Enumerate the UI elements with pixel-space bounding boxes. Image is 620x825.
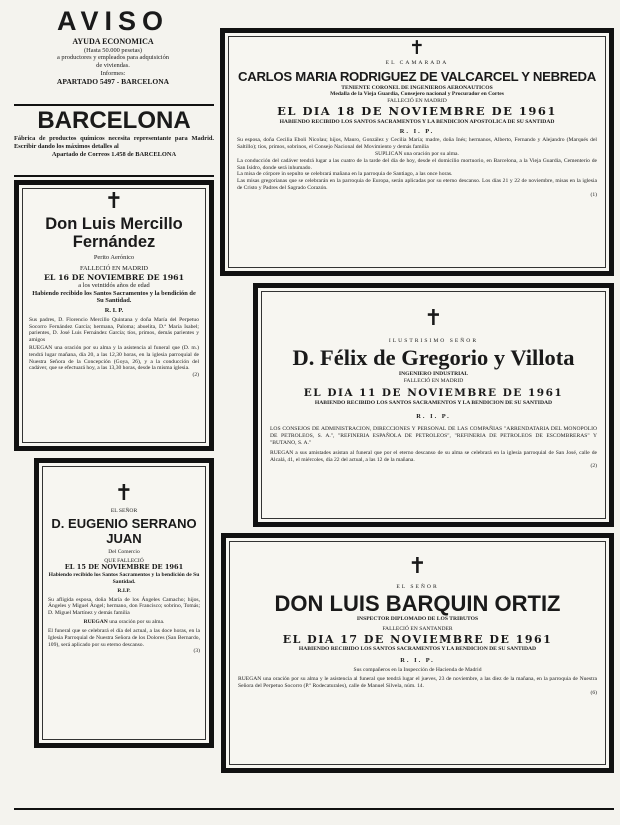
aviso-line6: APARTADO 5497 - BARCELONA	[56, 77, 170, 87]
barquin-request: RUEGAN una oración por su alma y le asistencia al funeral que tendrá lugar el jueves, 23 de noviembre, a las diez de la mañana, en la parroquia de Nuestra Señora del Perpetuo Socorro (P.º Rodecaturales), calle de Manuel Silvela, núm. 14.	[238, 676, 597, 690]
barcelona-body: Fábrica de productos químicos necesita representante para Madrid. Escribir dando los máximos detalles al	[14, 135, 214, 150]
gregorio-died: FALLECIÓ EN MADRID	[403, 377, 464, 384]
serrano-sacraments: Habiendo recibido los Santos Sacramentos y la bendición de Su Santidad.	[48, 572, 200, 586]
valcarcel-conduct: La conducción del cadáver tendrá lugar a las cuatro de la tarde del día de hoy, desde el domicilio mortuorio, en Barcelona, a la Vieja Guardia, Cementerio de San Isidro, donde será inhumado.	[237, 157, 597, 171]
mercillo-age: a los veintidós años de edad	[78, 282, 150, 289]
barquin-sacraments: HABIENDO RECIBIDO LOS SANTOS SACRAMENTOS Y LA BENDICION DE SU SANTIDAD	[298, 645, 537, 652]
valcarcel-honors: Medalla de la Vieja Guardia, Consejero nacional y Procurador en Cortes	[330, 91, 504, 98]
valcarcel-died: FALLECIÓ EN MADRID	[387, 98, 447, 105]
aviso-divider	[14, 104, 214, 106]
gregorio-obituary	[253, 283, 614, 527]
serrano-profession: Del Comercio	[108, 548, 140, 555]
valcarcel-sacraments: HABIENDO RECIBIDO LOS SANTOS SACRAMENTOS Y LA BENDICION APOSTOLICA DE SU SANTIDAD	[279, 118, 555, 125]
valcarcel-rip: R. I. P.	[399, 127, 435, 135]
mercillo-date: EL 16 DE NOVIEMBRE DE 1961	[43, 272, 185, 282]
gregorio-companies: LOS CONSEJOS DE ADMINISTRACION, DIRECCIONES Y PERSONAL DE LAS COMPAÑIAS "ARRENDATARIA DEL MONOPOLIO DE PETROLEOS, S. A.", "REFINERIA ESPAÑOLA DE PETROLEOS", "REFINERIA DE PETROLEOS DE ESCOMBRERAS" Y "BUTANO, S. A."	[270, 426, 597, 447]
serrano-request-text: una oración por su alma.	[109, 619, 165, 626]
cross-icon: ✝	[104, 189, 124, 214]
mercillo-ref: (2)	[192, 372, 199, 379]
serrano-family: Su afligida esposa, doña María de los Ángeles Camacho; hijos, Ángeles y Miguel Ángel; hermano, don Francisco; sobrino, Tomás; D. Miguel Martínez y demás familia	[48, 596, 200, 617]
gregorio-ref: (2)	[590, 463, 597, 470]
gregorio-title: ILUSTRISIMO SEÑOR	[388, 338, 479, 344]
gregorio-request: RUEGAN a sus amistades asistan al funeral que por el eterno descanso de su alma se celebrará en la iglesia parroquial de San José, calle de Alcalá, 41, el miércoles, día 22 del actual, a las 12 de la mañana.	[270, 449, 597, 463]
barquin-profession: INSPECTOR DIPLOMADO DE LOS TRIBUTOS	[356, 616, 479, 623]
aviso-notice	[14, 8, 212, 86]
valcarcel-family: Su esposa, doña Cecilia Eboli Nicolau; hijos, Mauro, González y Cecilia María; madre, doña Inés; hermanos, Alberto, Fernando y Alejandro (Marqués del Saltillo); tíos, primos, sobrinos, el Consejo Nacional del Movimiento y demás familia	[237, 137, 597, 151]
valcarcel-extra: Las misas gregorianas que se celebrarán en la parroquia de Europa, serán aplicadas por su eterno descanso. Los días 21 y 22 de noviembre, misas en la iglesia de Cristo y Padres del Sagrado Corazón.	[237, 178, 597, 192]
serrano-name-line1: D. EUGENIO SERRANO	[51, 515, 197, 531]
valcarcel-title: EL CAMARADA	[385, 60, 449, 66]
gregorio-date: EL DIA 11 DE NOVIEMBRE DE 1961	[303, 387, 564, 400]
valcarcel-ref: (1)	[590, 191, 597, 198]
serrano-request-label: RUEGAN	[83, 619, 108, 626]
barquin-died: FALLECIÓ EN SANTANDER	[382, 625, 453, 632]
serrano-ref: (3)	[193, 648, 200, 655]
gregorio-rip: R. I. P.	[416, 412, 451, 420]
barquin-date: EL DIA 17 DE NOVIEMBRE DE 1961	[282, 632, 553, 646]
barcelona-footer: Apartado de Correos 1.458 de BARCELONA	[51, 150, 177, 158]
aviso-line2: (Hasta 50.000 pesetas)	[83, 46, 143, 54]
valcarcel-mass: La misa de córpore in sepulto se celebrará mañana en la parroquia de Santiago, a las once horas.	[237, 171, 453, 178]
valcarcel-obituary	[220, 28, 614, 276]
gregorio-sacraments: HABIENDO RECIBIDO LOS SANTOS SACRAMENTOS Y LA BENDICION DE SU SANTIDAD	[314, 399, 553, 406]
aviso-line4: de viviendas.	[96, 61, 130, 69]
cross-icon: ✝	[409, 37, 425, 59]
mercillo-name-line2: Fernández	[72, 233, 156, 252]
aviso-line5: Informes:	[100, 69, 126, 77]
barquin-ref: (6)	[590, 689, 597, 696]
mercillo-name-line1: Don Luis Mercillo	[45, 215, 183, 233]
cross-icon: ✝	[114, 481, 134, 506]
serrano-title: EL SEÑOR	[110, 508, 138, 514]
barcelona-divider	[14, 175, 214, 177]
serrano-request	[48, 619, 200, 626]
aviso-line1: AYUDA ECONOMICA	[72, 37, 154, 46]
valcarcel-rank: TENIENTE CORONEL DE INGENIEROS AERONAUTICOS	[341, 84, 493, 91]
serrano-obituary	[34, 458, 214, 748]
valcarcel-name: CARLOS MARIA RODRIGUEZ DE VALCARCEL Y NEBREDA	[238, 68, 596, 84]
serrano-rip: R.I.P.	[117, 587, 131, 594]
mercillo-family: Sus padres, D. Florencio Mercillo Quintana y doña María del Perpetuo Socorro Fernández García; hermana, Paloma; abuelita, D.ª María Isabel; parientes, D. José Luis Fernández García; tíos, primos, demás parientes y amigos	[29, 316, 199, 344]
mercillo-rip: R. I. P.	[104, 307, 124, 315]
mercillo-sacraments: Habiendo recibido los Santos Sacramentos y la bendición de Su Santidad.	[32, 289, 196, 305]
barquin-title: EL SEÑOR	[396, 584, 439, 590]
valcarcel-suplican: SUPLICAN una oración por su alma.	[375, 151, 459, 158]
mercillo-request: RUEGAN una oración por su alma y la asistencia al funeral que (D. m.) tendrá lugar mañana, día 20, a las 12,30 horas, en la iglesia parroquial de Nuestra Señora de la Concepción (Goya, 26), y a la conducción del cadáver, que se efectuará hoy, a las 13,30 horas, desde la misma iglesia.	[29, 345, 199, 372]
gregorio-profession: INGENIERO INDUSTRIAL	[398, 370, 469, 377]
mercillo-died: FALLECIÓ EN MADRID	[79, 264, 149, 272]
barcelona-title: BARCELONA	[37, 107, 191, 134]
serrano-died: QUE FALLECIÓ	[104, 557, 144, 564]
serrano-funeral: El funeral que se celebrará el día del actual, a las doce horas, en la Iglesia Parroquial de Nuestra Señora de los Dolores (San Bernardo, 109), será aplicado por su eterno descanso.	[48, 627, 200, 648]
barquin-obituary	[221, 533, 614, 773]
valcarcel-date: EL DIA 18 DE NOVIEMBRE DE 1961	[277, 104, 557, 119]
serrano-date: EL 15 DE NOVIEMBRE DE 1961	[64, 563, 184, 572]
cross-icon: ✝	[408, 554, 427, 579]
gregorio-name: D. Félix de Gregorio y Villota	[292, 344, 575, 370]
serrano-name-line2: JUAN	[106, 530, 142, 546]
page-bottom-rule	[14, 808, 614, 810]
barcelona-notice	[14, 108, 214, 158]
mercillo-profession: Perito Aerónico	[93, 254, 135, 262]
aviso-line3: a productores y empleados para adquisición	[57, 54, 169, 62]
barquin-name: DON LUIS BARQUIN ORTIZ	[274, 590, 561, 616]
barquin-rip: R. I. P.	[400, 656, 435, 664]
barquin-companions: Sus compañeros en la Inspección de Hacienda de Madrid	[353, 667, 482, 674]
mercillo-obituary	[14, 180, 214, 451]
aviso-title: AVISO	[56, 6, 169, 36]
cross-icon: ✝	[424, 306, 443, 331]
